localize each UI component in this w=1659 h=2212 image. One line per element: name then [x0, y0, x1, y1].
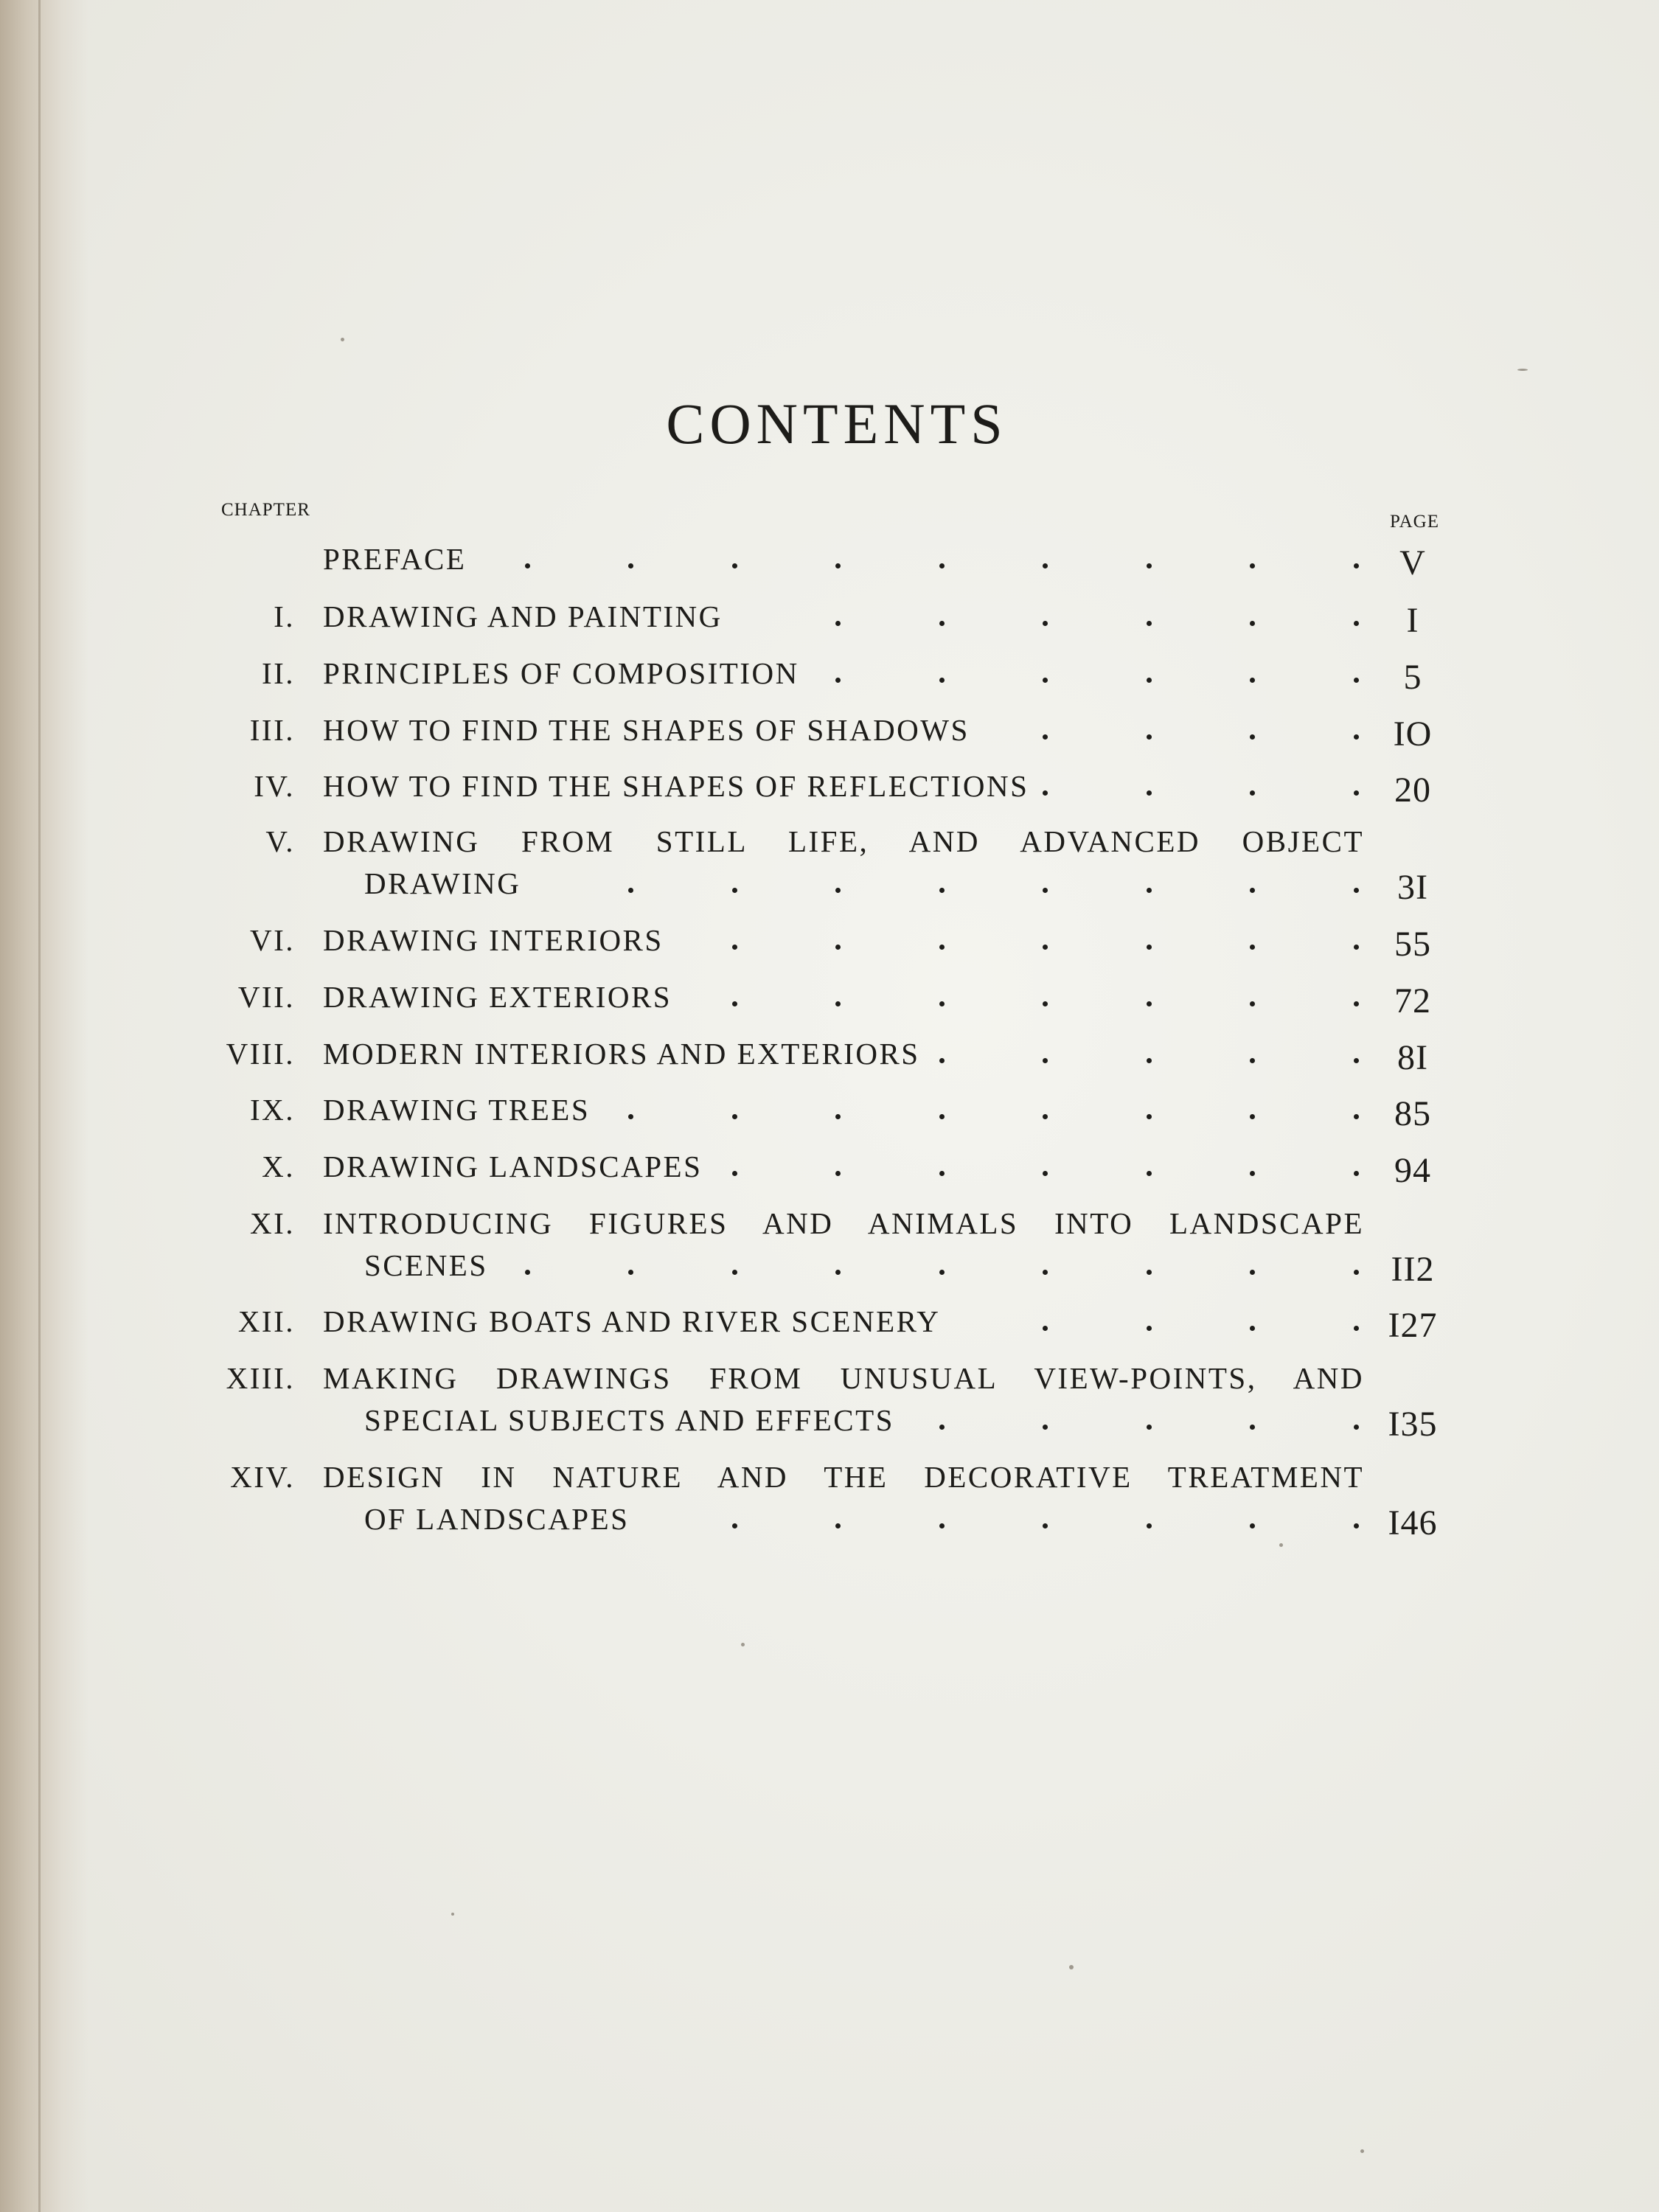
leader-dot: [1354, 1058, 1359, 1063]
leader-dot: [732, 888, 737, 893]
leader-dot: [1354, 945, 1359, 950]
leader-dot: [1354, 1114, 1359, 1119]
leader-dot: [1250, 621, 1255, 626]
leader-dot: [1250, 790, 1255, 796]
leader-dot: [939, 1058, 945, 1063]
chapter-number: X.: [262, 1150, 295, 1183]
leader-dot: [628, 1270, 633, 1275]
page-number: 20: [1394, 771, 1431, 810]
leader-dot: [732, 1114, 737, 1119]
leader-dot: [939, 1425, 945, 1430]
leader-dot: [732, 1523, 737, 1528]
leader-dot: [1250, 678, 1255, 683]
toc-line: [0, 1206, 1659, 1244]
chapter-title: DESIGN IN NATURE AND THE DECORATIVE TREATMENT: [323, 1460, 1364, 1494]
chapter-number: XII.: [237, 1304, 295, 1338]
chapter-title: DRAWING BOATS AND RIVER SCENERY: [323, 1304, 941, 1338]
leader-dot: [835, 678, 841, 683]
leader-dot: [628, 1114, 633, 1119]
leader-dot: [1147, 621, 1152, 626]
leader-dot: [1147, 945, 1152, 950]
page-column-header: PAGE: [1390, 512, 1439, 532]
leader-dot: [1147, 678, 1152, 683]
leader-dot: [1043, 563, 1048, 568]
leader-dot: [1147, 1425, 1152, 1430]
leader-dot: [1250, 1425, 1255, 1430]
page-number: II2: [1391, 1250, 1435, 1289]
paper-speck: [341, 338, 344, 341]
leader-dot: [1043, 1114, 1048, 1119]
leader-dot: [939, 678, 945, 683]
chapter-title: DRAWING: [364, 866, 521, 900]
chapter-title: DRAWING TREES: [323, 1093, 591, 1127]
leader-dot: [939, 621, 945, 626]
leader-dot: [1250, 1114, 1255, 1119]
leader-dot: [1354, 1326, 1359, 1331]
chapter-title: DRAWING LANDSCAPES: [323, 1150, 703, 1183]
page-number: 55: [1394, 925, 1431, 964]
leader-dot: [1147, 1171, 1152, 1176]
leader-dot: [939, 1001, 945, 1006]
chapter-number: IV.: [254, 769, 295, 803]
page-number: V: [1399, 543, 1426, 582]
leader-dot: [1043, 1270, 1048, 1275]
leader-dot: [1147, 790, 1152, 796]
leader-dot: [1147, 1270, 1152, 1275]
leader-dot: [1250, 1171, 1255, 1176]
toc-line: [0, 768, 1659, 810]
chapter-title: DRAWING AND PAINTING: [323, 599, 723, 633]
page-title: CONTENTS: [666, 392, 1008, 456]
leader-dot: [732, 1001, 737, 1006]
leader-dot: [939, 1114, 945, 1119]
paper-speck: [1069, 1965, 1074, 1969]
leader-dot: [1354, 563, 1359, 568]
leader-dot: [1250, 1523, 1255, 1528]
chapter-number: II.: [261, 656, 295, 690]
page-number: I27: [1388, 1306, 1438, 1345]
leader-dot: [732, 945, 737, 950]
leader-dot: [1147, 1523, 1152, 1528]
page-number: 8I: [1397, 1038, 1428, 1077]
leader-dot: [1147, 1058, 1152, 1063]
chapter-number: VI.: [249, 923, 295, 957]
leader-dot: [1250, 1270, 1255, 1275]
toc-line: [0, 824, 1659, 862]
page-number: I46: [1388, 1503, 1438, 1543]
leader-dot: [1043, 621, 1048, 626]
leader-dot: [939, 888, 945, 893]
leader-dot: [835, 1001, 841, 1006]
leader-dot: [1354, 1270, 1359, 1275]
leader-dot: [1043, 734, 1048, 740]
leader-dot: [835, 1114, 841, 1119]
chapter-title: INTRODUCING FIGURES AND ANIMALS INTO LANDSCAPE: [323, 1206, 1364, 1240]
chapter-title: HOW TO FIND THE SHAPES OF SHADOWS: [323, 713, 970, 747]
chapter-number: VII.: [237, 980, 295, 1014]
toc-line: [0, 1036, 1659, 1077]
leader-dot: [1043, 790, 1048, 796]
leader-dot: [1043, 888, 1048, 893]
leader-dot: [1250, 563, 1255, 568]
leader-dot: [1354, 678, 1359, 683]
leader-dot: [1250, 734, 1255, 740]
toc-line: [0, 1360, 1659, 1399]
toc-line: [0, 922, 1659, 964]
page-number: 94: [1394, 1151, 1431, 1190]
toc-line: [0, 979, 1659, 1018]
toc-line: [0, 1248, 1659, 1289]
paper-speck: [741, 1643, 745, 1646]
chapter-column-header: CHAPTER: [221, 500, 310, 520]
leader-dot: [1354, 1171, 1359, 1176]
paper-speck: [1517, 369, 1528, 371]
leader-dot: [835, 1270, 841, 1275]
chapter-title: SPECIAL SUBJECTS AND EFFECTS: [364, 1403, 894, 1437]
chapter-number: XIII.: [226, 1361, 295, 1395]
chapter-title: MAKING DRAWINGS FROM UNUSUAL VIEW-POINTS, AND: [323, 1361, 1364, 1395]
leader-dot: [1354, 734, 1359, 740]
toc-line: [0, 1501, 1659, 1543]
chapter-title: OF LANDSCAPES: [364, 1502, 630, 1536]
leader-dot: [1147, 734, 1152, 740]
paper-speck: [1279, 1543, 1283, 1547]
page-number: 72: [1394, 981, 1431, 1020]
leader-dot: [1043, 1523, 1048, 1528]
leader-dot: [1147, 888, 1152, 893]
toc-line: [0, 712, 1659, 754]
leader-dot: [1147, 563, 1152, 568]
chapter-number: III.: [249, 713, 295, 747]
leader-dot: [1043, 1326, 1048, 1331]
leader-dot: [1043, 1425, 1048, 1430]
leader-dot: [1354, 1425, 1359, 1430]
leader-dot: [1250, 945, 1255, 950]
leader-dot: [1250, 1326, 1255, 1331]
page-number: 5: [1403, 658, 1422, 697]
paper-speck: [1360, 2149, 1364, 2153]
page-number: IO: [1393, 714, 1433, 754]
chapter-number: VIII.: [226, 1037, 295, 1071]
chapter-title: PREFACE: [323, 542, 467, 576]
chapter-title: HOW TO FIND THE SHAPES OF REFLECTIONS: [323, 769, 1029, 803]
toc-line: [0, 1459, 1659, 1498]
leader-dot: [1354, 621, 1359, 626]
paper-speck: [451, 1913, 454, 1916]
toc-line: [0, 599, 1659, 640]
toc-line: [0, 1149, 1659, 1190]
chapter-title: PRINCIPLES OF COMPOSITION: [323, 656, 799, 690]
leader-dot: [939, 563, 945, 568]
leader-dot: [1250, 888, 1255, 893]
leader-dot: [939, 945, 945, 950]
leader-dot: [732, 1171, 737, 1176]
leader-dot: [1147, 1326, 1152, 1331]
leader-dot: [1354, 1523, 1359, 1528]
leader-dot: [939, 1270, 945, 1275]
leader-dot: [835, 1523, 841, 1528]
leader-dot: [628, 888, 633, 893]
chapter-title: DRAWING INTERIORS: [323, 923, 664, 957]
leader-dot: [835, 945, 841, 950]
leader-dot: [1043, 1001, 1048, 1006]
chapter-title: SCENES: [364, 1248, 488, 1282]
leader-dot: [628, 563, 633, 568]
toc-line: [0, 541, 1659, 580]
toc-line: [0, 1304, 1659, 1345]
leader-dot: [1043, 1171, 1048, 1176]
leader-dot: [1250, 1001, 1255, 1006]
chapter-number: V.: [265, 824, 295, 858]
toc-line: [0, 1092, 1659, 1133]
page-number: I: [1406, 601, 1419, 640]
leader-dot: [525, 1270, 530, 1275]
leader-dot: [525, 563, 530, 568]
leader-dot: [835, 563, 841, 568]
leader-dot: [1147, 1114, 1152, 1119]
leader-dot: [1250, 1058, 1255, 1063]
chapter-title: DRAWING FROM STILL LIFE, AND ADVANCED OBJECT: [323, 824, 1364, 858]
leader-dot: [1043, 945, 1048, 950]
toc-line: [0, 655, 1659, 697]
leader-dot: [835, 621, 841, 626]
leader-dot: [1354, 1001, 1359, 1006]
chapter-number: I.: [274, 599, 295, 633]
chapter-number: XIV.: [230, 1460, 295, 1494]
leader-dot: [732, 1270, 737, 1275]
leader-dot: [1354, 790, 1359, 796]
leader-dot: [835, 1171, 841, 1176]
toc-line: [0, 1402, 1659, 1444]
chapter-title: MODERN INTERIORS AND EXTERIORS: [323, 1037, 920, 1071]
leader-dot: [1043, 1058, 1048, 1063]
page-number: 3I: [1397, 868, 1428, 907]
leader-dot: [1147, 1001, 1152, 1006]
chapter-title: DRAWING EXTERIORS: [323, 980, 672, 1014]
leader-dot: [939, 1523, 945, 1528]
leader-dot: [1043, 678, 1048, 683]
chapter-number: XI.: [249, 1206, 295, 1240]
leader-dot: [1354, 888, 1359, 893]
chapter-number: IX.: [249, 1093, 295, 1127]
toc-line: [0, 866, 1659, 907]
page-number: 85: [1394, 1094, 1431, 1133]
leader-dot: [939, 1171, 945, 1176]
page-number: I35: [1388, 1405, 1438, 1444]
leader-dot: [835, 888, 841, 893]
leader-dot: [732, 563, 737, 568]
